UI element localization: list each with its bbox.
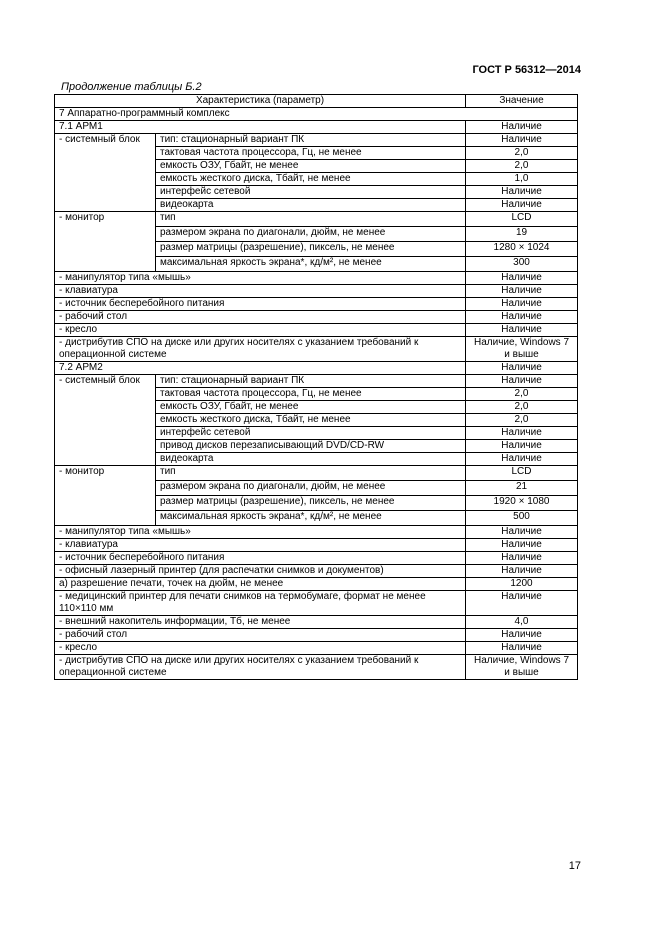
param-cell: тип: стационарный вариант ПК bbox=[156, 375, 466, 388]
table-row bbox=[55, 591, 578, 616]
value-cell: 500 bbox=[466, 511, 578, 526]
table-caption: Продолжение таблицы Б.2 bbox=[61, 81, 202, 93]
param-cell: привод дисков перезаписывающий DVD/CD-RW bbox=[156, 440, 466, 453]
param-cell: - кресло bbox=[55, 324, 466, 337]
value-cell: Наличие bbox=[466, 565, 578, 578]
value-cell: Наличие bbox=[466, 591, 578, 616]
table-row bbox=[55, 578, 578, 591]
param-cell: - манипулятор типа «мышь» bbox=[55, 272, 466, 285]
value-cell: Наличие, Windows 7 и выше bbox=[466, 655, 578, 680]
arm2-title-value: Наличие bbox=[466, 362, 578, 375]
value-cell: Наличие bbox=[466, 298, 578, 311]
param-cell: а) разрешение печати, точек на дюйм, не менее bbox=[55, 578, 466, 591]
param-cell: - рабочий стол bbox=[55, 629, 466, 642]
arm1-title: 7.1 АРМ1 bbox=[55, 121, 466, 134]
arm1-unit-label: - системный блок bbox=[55, 134, 156, 212]
arm1-monitor-label: - монитор bbox=[55, 212, 156, 272]
value-cell: 4,0 bbox=[466, 616, 578, 629]
param-cell: емкость ОЗУ, Гбайт, не менее bbox=[156, 160, 466, 173]
table-row bbox=[55, 337, 578, 362]
table-row bbox=[55, 311, 578, 324]
arm1-title-value: Наличие bbox=[466, 121, 578, 134]
param-cell: - клавиатура bbox=[55, 285, 466, 298]
value-cell: 2,0 bbox=[466, 401, 578, 414]
arm1-title-row bbox=[55, 121, 578, 134]
table-row bbox=[55, 272, 578, 285]
param-cell: - манипулятор типа «мышь» bbox=[55, 526, 466, 539]
spec-table bbox=[54, 94, 578, 680]
value-cell: 2,0 bbox=[466, 160, 578, 173]
value-cell: 1920 × 1080 bbox=[466, 496, 578, 511]
value-cell: Наличие bbox=[466, 134, 578, 147]
value-cell: Наличие bbox=[466, 629, 578, 642]
param-cell: емкость ОЗУ, Гбайт, не менее bbox=[156, 401, 466, 414]
param-cell: тип: стационарный вариант ПК bbox=[156, 134, 466, 147]
param-cell: видеокарта bbox=[156, 199, 466, 212]
value-cell: 300 bbox=[466, 257, 578, 272]
param-cell: - рабочий стол bbox=[55, 311, 466, 324]
table-row bbox=[55, 539, 578, 552]
document-code: ГОСТ Р 56312—2014 bbox=[472, 64, 581, 76]
param-cell: - дистрибутив СПО на диске или других носителях с указанием требований к операционной системе bbox=[55, 337, 466, 362]
param-cell: размером экрана по диагонали, дюйм, не менее bbox=[156, 227, 466, 242]
param-cell: - клавиатура bbox=[55, 539, 466, 552]
value-cell: 1200 bbox=[466, 578, 578, 591]
param-cell: тактовая частота процессора, Гц, не менее bbox=[156, 147, 466, 160]
arm2-title: 7.2 АРМ2 bbox=[55, 362, 466, 375]
table-row bbox=[55, 298, 578, 311]
table-row bbox=[55, 285, 578, 298]
value-cell: 19 bbox=[466, 227, 578, 242]
table-row bbox=[55, 375, 578, 388]
param-cell: максимальная яркость экрана*, кд/м², не менее bbox=[156, 257, 466, 272]
value-cell: Наличие bbox=[466, 324, 578, 337]
value-cell: 1,0 bbox=[466, 173, 578, 186]
arm2-title-row bbox=[55, 362, 578, 375]
param-cell: тип bbox=[156, 466, 466, 481]
param-cell: - источник бесперебойного питания bbox=[55, 298, 466, 311]
param-cell: тип bbox=[156, 212, 466, 227]
table-row bbox=[55, 642, 578, 655]
param-cell: размер матрицы (разрешение), пиксель, не менее bbox=[156, 242, 466, 257]
value-cell: 1280 × 1024 bbox=[466, 242, 578, 257]
table-header-row bbox=[55, 95, 578, 108]
arm2-unit-label: - системный блок bbox=[55, 375, 156, 466]
param-cell: максимальная яркость экрана*, кд/м², не менее bbox=[156, 511, 466, 526]
table-row bbox=[55, 466, 578, 481]
column-header-value: Значение bbox=[466, 95, 578, 108]
param-cell: - дистрибутив СПО на диске или других носителях с указанием требований к операционной системе bbox=[55, 655, 466, 680]
table-row bbox=[55, 324, 578, 337]
page-number: 17 bbox=[568, 860, 581, 872]
section-row bbox=[55, 108, 578, 121]
value-cell: 21 bbox=[466, 481, 578, 496]
arm2-monitor-label: - монитор bbox=[55, 466, 156, 526]
param-cell: - офисный лазерный принтер (для распечатки снимков и документов) bbox=[55, 565, 466, 578]
table-row bbox=[55, 616, 578, 629]
value-cell: LCD bbox=[466, 466, 578, 481]
table-row bbox=[55, 212, 578, 227]
value-cell: Наличие bbox=[466, 552, 578, 565]
value-cell: Наличие bbox=[466, 375, 578, 388]
param-cell: размер матрицы (разрешение), пиксель, не менее bbox=[156, 496, 466, 511]
value-cell: Наличие bbox=[466, 311, 578, 324]
value-cell: Наличие bbox=[466, 440, 578, 453]
value-cell: 2,0 bbox=[466, 414, 578, 427]
param-cell: интерфейс сетевой bbox=[156, 427, 466, 440]
param-cell: видеокарта bbox=[156, 453, 466, 466]
value-cell: Наличие bbox=[466, 427, 578, 440]
param-cell: - кресло bbox=[55, 642, 466, 655]
value-cell: 2,0 bbox=[466, 388, 578, 401]
table-row bbox=[55, 526, 578, 539]
value-cell: Наличие bbox=[466, 453, 578, 466]
value-cell: Наличие, Windows 7 и выше bbox=[466, 337, 578, 362]
column-header-param: Характеристика (параметр) bbox=[55, 95, 466, 108]
table-row bbox=[55, 565, 578, 578]
value-cell: Наличие bbox=[466, 539, 578, 552]
section-title: 7 Аппаратно-программный комплекс bbox=[55, 108, 578, 121]
param-cell: - медицинский принтер для печати снимков на термобумаге, формат не менее 110×110 мм bbox=[55, 591, 466, 616]
value-cell: Наличие bbox=[466, 642, 578, 655]
value-cell: Наличие bbox=[466, 285, 578, 298]
param-cell: емкость жесткого диска, Тбайт, не менее bbox=[156, 414, 466, 427]
table-row bbox=[55, 134, 578, 147]
param-cell: интерфейс сетевой bbox=[156, 186, 466, 199]
param-cell: - внешний накопитель информации, Тб, не менее bbox=[55, 616, 466, 629]
param-cell: тактовая частота процессора, Гц, не менее bbox=[156, 388, 466, 401]
param-cell: размером экрана по диагонали, дюйм, не менее bbox=[156, 481, 466, 496]
value-cell: Наличие bbox=[466, 199, 578, 212]
table-row bbox=[55, 655, 578, 680]
value-cell: 2,0 bbox=[466, 147, 578, 160]
param-cell: - источник бесперебойного питания bbox=[55, 552, 466, 565]
value-cell: Наличие bbox=[466, 526, 578, 539]
table-row bbox=[55, 552, 578, 565]
value-cell: Наличие bbox=[466, 272, 578, 285]
value-cell: Наличие bbox=[466, 186, 578, 199]
param-cell: емкость жесткого диска, Тбайт, не менее bbox=[156, 173, 466, 186]
value-cell: LCD bbox=[466, 212, 578, 227]
table-row bbox=[55, 629, 578, 642]
